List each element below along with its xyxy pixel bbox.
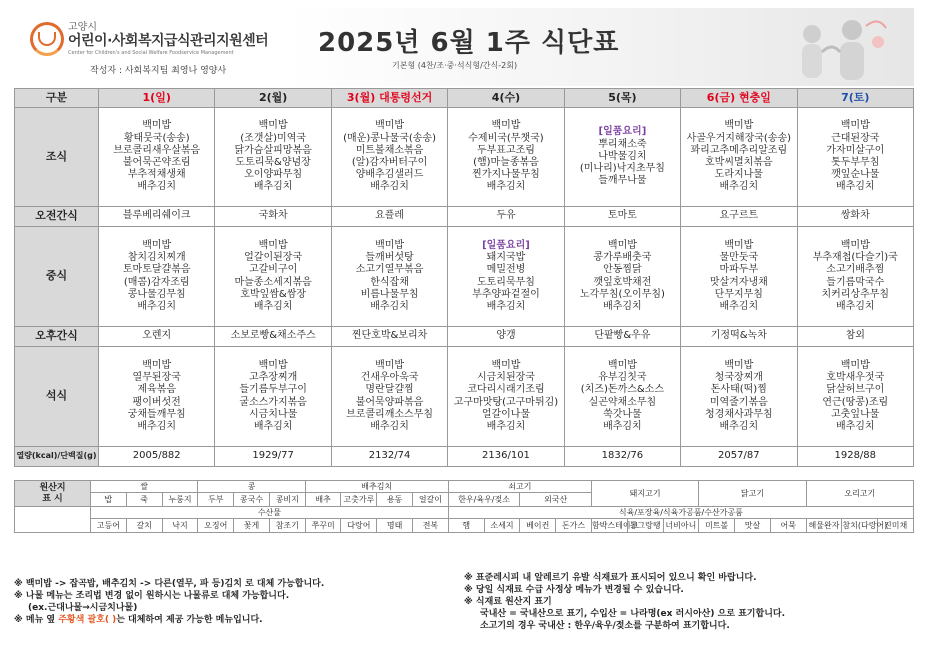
menu-item: 배추김치 — [253, 420, 293, 432]
origin-col: 전복 — [413, 519, 449, 533]
menu-item: 도토리묵무침 — [476, 276, 535, 288]
menu-item: 브로콜리깨소스무침 — [346, 408, 434, 420]
day-header: 7(토) — [797, 89, 913, 108]
note-line: (ex.근대나물→시금치나물) — [28, 603, 138, 613]
origin-col: 고등어 — [91, 519, 127, 533]
menu-item: 두유 — [496, 210, 516, 222]
menu-item: 백미밥 — [142, 359, 172, 371]
menu-item: 백미밥 — [607, 359, 637, 371]
menu-cell — [564, 447, 680, 467]
menu-item: 닭가슴살피망볶음 — [234, 144, 312, 156]
menu-item: 마늘종소세지볶음 — [234, 276, 312, 288]
menu-item: 1928/88 — [834, 450, 877, 462]
menu-item: 불어묵양파볶음 — [355, 396, 424, 408]
menu-item: 백미밥 — [258, 239, 288, 251]
menu-item: 배추김치 — [603, 300, 642, 312]
note-suffix: 는 대체하여 제공 가능한 메뉴입니다. — [116, 615, 263, 625]
page-title: 2025년 6월 1주 식단표 — [318, 28, 620, 58]
menu-item: 고추장찌개 — [248, 372, 298, 384]
note-highlight: 주황색 괄호( ) — [58, 615, 117, 625]
menu-item: 깻잎순나물 — [831, 169, 880, 181]
origin-col: 콩국수 — [234, 493, 270, 507]
menu-item: 가자미살구이 — [826, 144, 885, 156]
menu-cell — [215, 108, 331, 207]
origin-blank — [15, 507, 91, 533]
note-line: ※ 백미밥 -> 잡곡밥, 배추김치 -> 다른(열무, 파 등)김치 로 대체 가능합니다. — [14, 579, 325, 589]
menu-cell — [331, 108, 447, 207]
menu-item: 시금치나물 — [248, 408, 298, 420]
menu-item: 오렌지 — [142, 330, 172, 342]
origin-col: 함박스테이크 — [591, 519, 627, 533]
menu-item: 배추김치 — [253, 181, 293, 193]
day-header: 3(월) 대통령선거 — [331, 89, 447, 108]
menu-item: 배추김치 — [486, 300, 526, 312]
menu-item: 제육볶음 — [137, 384, 177, 396]
menu-item: 얼갈이나물 — [481, 408, 531, 420]
menu-item: 단팥빵&우유 — [594, 330, 651, 342]
menu-item: 깻잎호박채전 — [593, 276, 652, 288]
origin-col: 배추 — [305, 493, 341, 507]
menu-item: 부추적채생채 — [127, 169, 186, 181]
origin-col: 용동 — [377, 493, 413, 507]
menu-cell — [99, 108, 215, 207]
menu-cell — [564, 227, 680, 327]
menu-item: 굴소스가지볶음 — [239, 396, 307, 408]
menu-cell — [681, 347, 797, 447]
menu-item: 백미밥 — [607, 239, 637, 251]
menu-item: 부추양파겉절이 — [472, 288, 540, 300]
menu-item: 백미밥 — [840, 239, 870, 251]
notes-right — [464, 572, 914, 632]
menu-item: 배추김치 — [835, 420, 875, 432]
origin-group: 식육/포장육/식육가공품/수산가공품 — [448, 507, 913, 519]
origin-col: 해물완자 — [806, 519, 842, 533]
menu-item: 고갈비구이 — [248, 264, 298, 276]
menu-item: 노각무침(오이무침) — [579, 288, 665, 300]
menu-item: 치커리상추무침 — [821, 288, 890, 300]
note-line: ※ 당일 식재료 수급 사정상 메뉴가 변경될 수 있습니다. — [464, 585, 684, 595]
menu-cell — [215, 347, 331, 447]
note-line — [14, 614, 454, 626]
origin-col: 누룽지 — [162, 493, 198, 507]
menu-item: 들기름막국수 — [826, 276, 885, 288]
menu-item: 연근(땅콩)조림 — [822, 396, 889, 408]
menu-item: 양갱 — [496, 330, 516, 342]
menu-item: 배추김치 — [603, 420, 642, 432]
menu-item: 1929/77 — [252, 450, 294, 462]
menu-item: 도토리묵&양념장 — [235, 157, 311, 168]
menu-item: 건새우아욱국 — [360, 372, 419, 384]
menu-item: (조갯살)미역국 — [240, 132, 307, 144]
menu-item: 한식잡채 — [370, 276, 409, 288]
menu-item: 부추재첩(다슬기)국 — [812, 252, 898, 264]
origin-single: 오리고기 — [806, 481, 913, 507]
menu-cell — [99, 447, 215, 467]
menu-item: 들깨버섯탕 — [365, 252, 414, 264]
row-label-am-snack: 오전간식 — [15, 207, 99, 227]
menu-item: 꽈리고추메추리알조림 — [690, 144, 788, 156]
menu-item: 배추김치 — [137, 300, 177, 312]
origin-group: 수산물 — [91, 507, 449, 519]
menu-cell — [448, 108, 564, 207]
menu-item: 소보로빵&채소주스 — [230, 330, 316, 342]
menu-item: 백미밥 — [491, 120, 521, 132]
menu-cell — [448, 227, 564, 327]
menu-item: (매콤)감자조림 — [123, 276, 190, 288]
menu-item: 고춧잎나물 — [831, 408, 880, 420]
row-label-dinner: 석식 — [15, 347, 99, 447]
family-illustration-icon — [782, 12, 892, 84]
origin-col: 한우/육우/젖소 — [448, 493, 520, 507]
menu-item: (매운)콩나물국(송송) — [343, 132, 436, 144]
origin-col: 베이컨 — [520, 519, 556, 533]
menu-item: 백미밥 — [258, 120, 288, 132]
menu-item: 황태뭇국(송송) — [123, 132, 190, 144]
menu-item: 요구르트 — [719, 210, 759, 222]
menu-cell — [99, 327, 215, 347]
menu-item: 호박잎쌈&쌈장 — [240, 288, 307, 300]
menu-item: 백미밥 — [491, 359, 521, 371]
origin-label-line1: 원산지 — [39, 482, 66, 493]
menu-cell — [331, 447, 447, 467]
menu-item: 고구마맛탕(고구마튀김) — [453, 396, 559, 408]
origin-col: 진미채 — [878, 519, 914, 533]
menu-item: (치즈)돈까스&소스 — [580, 384, 665, 396]
menu-item: 닭살허브구이 — [826, 384, 885, 396]
menu-item: 미역줄기볶음 — [709, 396, 768, 408]
menu-cell — [99, 347, 215, 447]
origin-col: 참치(다랑어) — [842, 519, 878, 533]
menu-item: 1832/76 — [601, 450, 644, 462]
menu-item: 쌍화차 — [840, 210, 870, 222]
origin-table — [14, 480, 914, 533]
menu-item: 사골우거지해장국(송송) — [686, 132, 792, 144]
menu-item: [일품요리] — [482, 239, 530, 251]
row-label-lunch: 중식 — [15, 227, 99, 327]
menu-cell — [797, 347, 913, 447]
menu-item: 명란달걀찜 — [365, 384, 414, 396]
origin-col: 얼갈이 — [413, 493, 449, 507]
origin-label — [15, 481, 91, 507]
menu-cell — [331, 227, 447, 327]
menu-item: 기정떡&녹차 — [710, 330, 767, 342]
note-line: 국내산 = 국내산으로 표기, 수입산 = 나라명(ex 러시아산) 으로 표기합니다. — [480, 609, 785, 619]
menu-cell — [331, 207, 447, 227]
menu-cell — [797, 447, 913, 467]
origin-col: 갈치 — [126, 519, 162, 533]
menu-item: 토마토달걀볶음 — [122, 264, 191, 276]
menu-item: 백미밥 — [142, 120, 172, 132]
origin-col: 낙지 — [162, 519, 198, 533]
menu-cell — [681, 327, 797, 347]
menu-item: 배추김치 — [835, 300, 875, 312]
menu-item: 단무지무침 — [714, 288, 763, 300]
menu-cell — [331, 327, 447, 347]
menu-item: 실곤약채소무침 — [588, 396, 657, 408]
menu-cell — [797, 108, 913, 207]
menu-item: 돼지국밥 — [486, 252, 526, 264]
menu-item: 궁채들깨무침 — [127, 408, 186, 420]
menu-item: 배추김치 — [370, 300, 409, 312]
menu-cell — [564, 347, 680, 447]
menu-item: 호박씨멸치볶음 — [705, 157, 773, 168]
day-header: 4(수) — [448, 89, 564, 108]
menu-cell — [215, 327, 331, 347]
menu-item: 블루베리쉐이크 — [122, 210, 191, 222]
org-city: 고양시 — [68, 22, 97, 33]
menu-item: 청경채사과무침 — [705, 408, 773, 420]
day-header: 5(목) — [564, 89, 680, 108]
note-line: ※ 표준레시피 내 알레르기 유발 식재료가 표시되어 있으니 확인 바랍니다. — [464, 573, 757, 583]
origin-col: 다랑어 — [341, 519, 377, 533]
menu-item: 2005/882 — [132, 450, 181, 462]
menu-cell — [681, 108, 797, 207]
menu-cell — [215, 207, 331, 227]
menu-item: 콩가루배춧국 — [593, 252, 652, 264]
origin-col: 너비아니 — [663, 519, 699, 533]
menu-item: 배추김치 — [370, 420, 409, 432]
menu-item: 나박물김치 — [598, 150, 647, 162]
menu-item: 돈사태(떡)찜 — [710, 384, 767, 396]
origin-col: 죽 — [126, 493, 162, 507]
menu-item: 들기름두부구이 — [239, 384, 307, 396]
menu-item: 2057/87 — [718, 450, 760, 462]
menu-item: (미나리)낙지초무침 — [579, 163, 665, 175]
menu-item: 비름나물무침 — [360, 288, 419, 300]
origin-col: 미트볼 — [699, 519, 735, 533]
menu-item: 맛살겨자냉채 — [709, 276, 768, 288]
menu-item: 요플레 — [375, 210, 405, 222]
menu-item: 팽이버섯전 — [132, 396, 181, 408]
menu-item: 안동찜닭 — [603, 264, 642, 276]
menu-cell — [99, 227, 215, 327]
menu-item: 백미밥 — [375, 239, 405, 251]
menu-item: 배추김치 — [719, 300, 759, 312]
origin-col: 쭈꾸미 — [305, 519, 341, 533]
org-english-name: Center for Children's and Social Welfare Foodservice Management — [68, 50, 234, 56]
menu-cell — [448, 207, 564, 227]
menu-item: 도라지나물 — [714, 169, 763, 181]
menu-item: 톳두부무침 — [831, 157, 880, 168]
menu-item: 마파두부 — [719, 264, 759, 276]
origin-group: 쇠고기 — [448, 481, 591, 493]
menu-item: 찐단호박&보리차 — [351, 330, 428, 342]
weekly-menu-table — [14, 88, 914, 467]
menu-cell — [331, 347, 447, 447]
menu-item: 백미밥 — [724, 239, 754, 251]
menu-item: 쑥갓나물 — [603, 408, 642, 420]
origin-single: 돼지고기 — [591, 481, 698, 507]
day-header: 1(일) — [99, 89, 215, 108]
menu-item: 뿌리채소죽 — [598, 138, 647, 150]
note-prefix: ※ 메뉴 옆 — [14, 615, 59, 625]
menu-item: 양배추김샐러드 — [355, 169, 424, 181]
day-header: 6(금) 현충일 — [681, 89, 797, 108]
menu-item: 배추김치 — [486, 181, 526, 193]
menu-item: 백미밥 — [142, 239, 172, 251]
origin-col: 외국산 — [520, 493, 592, 507]
menu-item: 청국장찌개 — [714, 372, 763, 384]
origin-col: 오징어 — [198, 519, 234, 533]
menu-item: 두부표고조림 — [476, 144, 535, 156]
origin-group: 배추김치 — [305, 481, 448, 493]
menu-item: 백미밥 — [840, 359, 870, 371]
author: 작성자 : 사회복지팀 최영나 영양사 — [90, 66, 227, 76]
day-header: 2(월) — [215, 89, 331, 108]
origin-col: 참조기 — [269, 519, 305, 533]
org-name: 어린이·사회복지급식관리지원센터 — [68, 33, 269, 49]
menu-item: 소고기배추찜 — [826, 264, 885, 276]
menu-cell — [797, 207, 913, 227]
menu-cell — [564, 108, 680, 207]
menu-item: 유부김칫국 — [598, 372, 647, 384]
menu-item: 참외 — [845, 330, 865, 342]
origin-col: 두부 — [198, 493, 234, 507]
origin-col: 맛살 — [735, 519, 771, 533]
menu-item: 배추김치 — [486, 420, 526, 432]
page-subtitle: 기본형 (4찬/조·중·석식형/간식-2회) — [392, 61, 518, 70]
menu-item: 배추김치 — [137, 181, 177, 193]
menu-item: 배추김치 — [835, 181, 875, 193]
origin-col: 어묵 — [770, 519, 806, 533]
menu-item: 백미밥 — [840, 120, 870, 132]
menu-cell — [215, 227, 331, 327]
menu-cell — [564, 207, 680, 227]
menu-item: (알)감자버터구이 — [351, 157, 428, 168]
menu-item: (햄)마늘종볶음 — [473, 157, 539, 168]
corner-header: 구분 — [15, 89, 99, 108]
menu-item: 2132/74 — [368, 450, 411, 462]
menu-item: 코다리시래기조림 — [467, 384, 545, 396]
menu-item: 열무된장국 — [132, 372, 181, 384]
menu-cell — [448, 327, 564, 347]
menu-item: 미트볼채소볶음 — [355, 144, 424, 156]
menu-item: 얼갈이된장국 — [244, 252, 303, 264]
menu-item: 배추김치 — [370, 181, 409, 193]
menu-cell — [448, 447, 564, 467]
menu-item: 백미밥 — [724, 120, 754, 132]
menu-item: 근대된장국 — [831, 132, 880, 144]
menu-item: 들깨무나물 — [598, 175, 647, 187]
menu-cell — [797, 227, 913, 327]
menu-item: 호박새우젓국 — [826, 372, 885, 384]
menu-item: 물만둣국 — [719, 252, 759, 264]
menu-item: 불어묵곤약조림 — [122, 157, 191, 168]
origin-col: 콩비지 — [269, 493, 305, 507]
menu-item: 소고기열무볶음 — [355, 264, 424, 276]
menu-cell — [99, 207, 215, 227]
menu-item: 백미밥 — [724, 359, 754, 371]
origin-single: 닭고기 — [699, 481, 806, 507]
menu-item: 2136/101 — [482, 450, 530, 462]
menu-item: 배추김치 — [253, 300, 293, 312]
origin-col: 꽃게 — [234, 519, 270, 533]
menu-cell — [681, 227, 797, 327]
menu-item: 브로콜리새우살볶음 — [113, 144, 201, 156]
row-label-nutrition: 열량(kcal)/단백질(g) — [15, 447, 99, 467]
origin-col: 햄 — [448, 519, 484, 533]
note-line: ※ 나물 메뉴는 조리법 변경 없이 원하시는 나물류로 대체 가능합니다. — [14, 591, 290, 601]
origin-col: 밥 — [91, 493, 127, 507]
menu-item: 메밀전병 — [486, 264, 526, 276]
row-label-breakfast: 조식 — [15, 108, 99, 207]
menu-cell — [564, 327, 680, 347]
menu-item: 참치김치찌개 — [127, 252, 186, 264]
menu-item: 배추김치 — [719, 420, 759, 432]
menu-item: 배추김치 — [137, 420, 177, 432]
menu-cell — [681, 207, 797, 227]
origin-col: 명태 — [377, 519, 413, 533]
origin-col: 고춧가루 — [341, 493, 377, 507]
row-label-pm-snack: 오후간식 — [15, 327, 99, 347]
origin-label-line2: 표 시 — [42, 493, 63, 504]
menu-item: [일품요리] — [598, 126, 647, 138]
menu-item: 수제비국(무챗국) — [468, 132, 544, 144]
menu-item: 백미밥 — [375, 120, 405, 132]
menu-cell — [448, 347, 564, 447]
menu-item: 찐가지나물무침 — [472, 169, 540, 181]
note-line: ※ 식재료 원산지 표기 — [464, 597, 552, 607]
menu-item: 토마토 — [607, 210, 637, 222]
menu-item: 백미밥 — [258, 359, 288, 371]
menu-item: 오이양파무침 — [244, 169, 303, 181]
origin-col: 동그랑땡 — [627, 519, 663, 533]
note-line: 소고기의 경우 국내산 : 한우/육우/젖소를 구분하여 표기합니다. — [480, 621, 730, 631]
origin-group: 콩 — [198, 481, 305, 493]
menu-item: 시금치된장국 — [476, 372, 535, 384]
menu-cell — [797, 327, 913, 347]
notes-left — [14, 578, 454, 626]
menu-item: 국화차 — [258, 210, 288, 222]
menu-item: 배추김치 — [719, 181, 759, 193]
menu-cell — [681, 447, 797, 467]
menu-cell — [215, 447, 331, 467]
origin-col: 소세지 — [484, 519, 520, 533]
menu-item: 백미밥 — [375, 359, 405, 371]
origin-col: 돈가스 — [556, 519, 592, 533]
menu-item: 콩나물김무침 — [127, 288, 186, 300]
origin-group: 쌀 — [91, 481, 198, 493]
